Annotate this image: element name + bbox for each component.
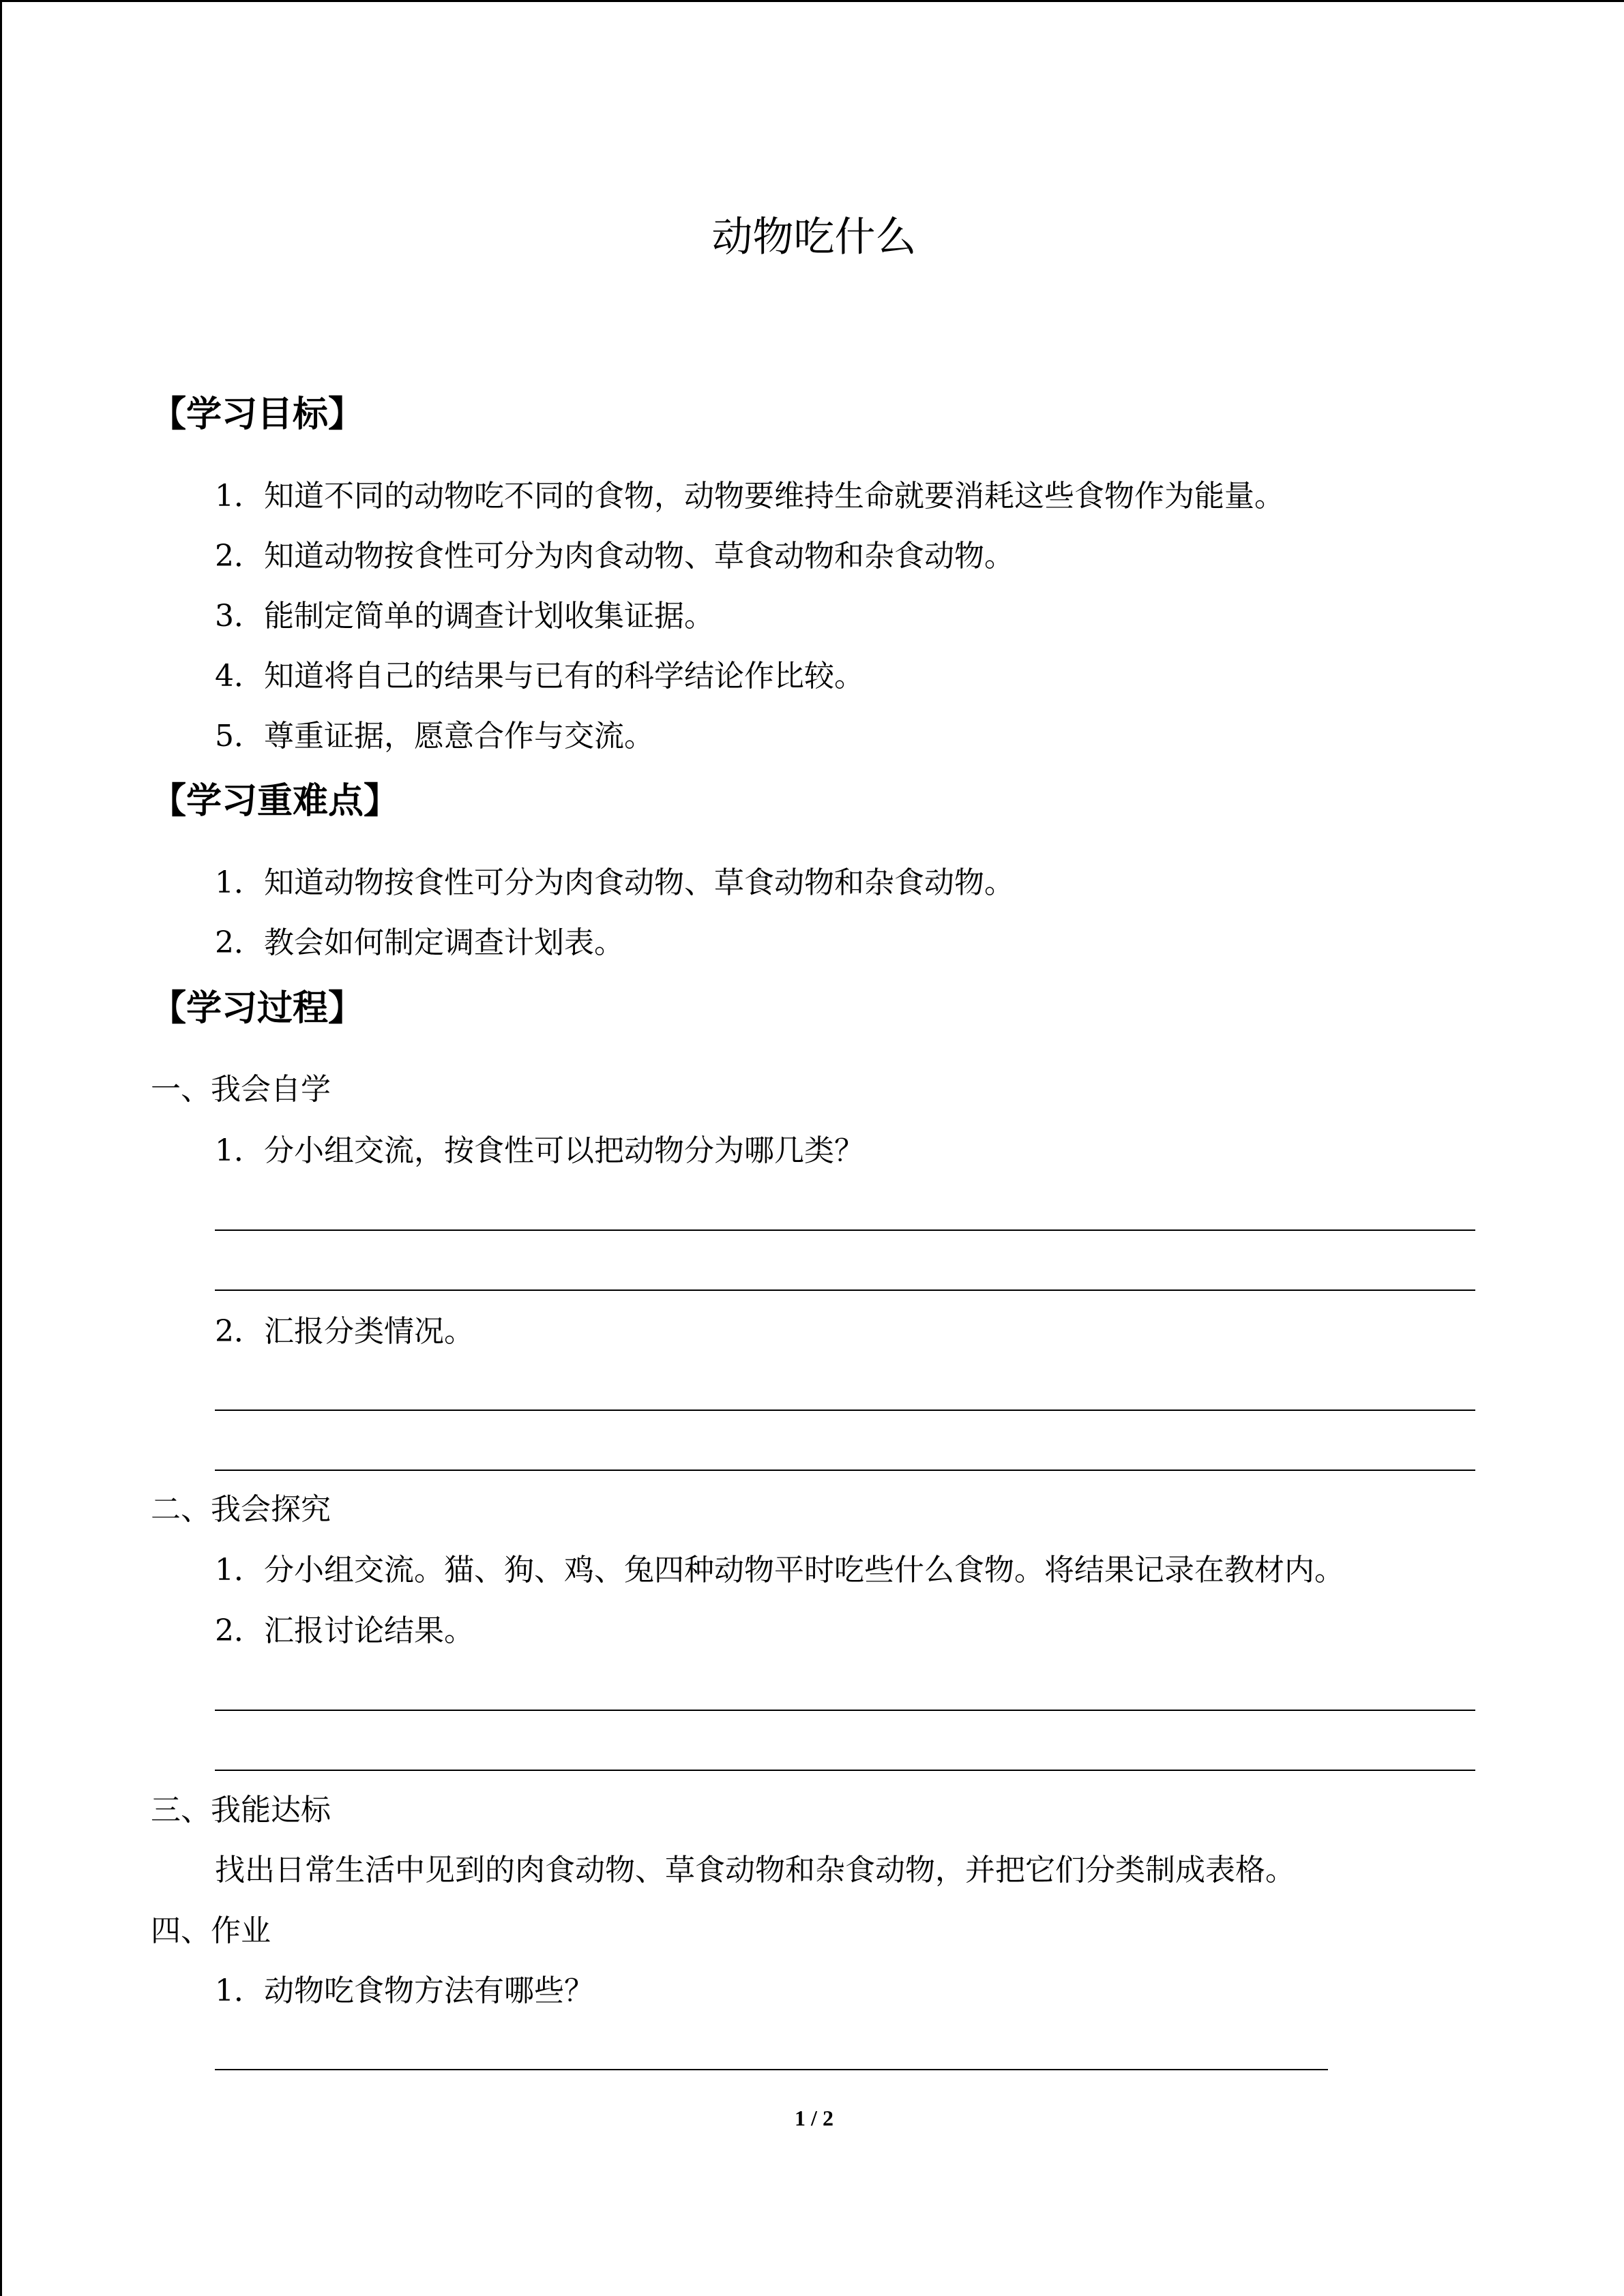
answer-line [215, 1770, 1475, 1771]
standard-title: 三、我能达标 [151, 1793, 331, 1828]
self-study-title: 一、我会自学 [151, 1072, 331, 1107]
objectives-heading: 【学习目标】 [151, 394, 364, 435]
self-study-item-1: 1．分小组交流，按食性可以把动物分为哪几类？ [215, 1133, 864, 1168]
self-study-item-2: 2．汇报分类情况。 [215, 1314, 474, 1349]
homework-title: 四、作业 [151, 1913, 271, 1948]
page-title: 动物吃什么 [711, 213, 917, 261]
standard-text: 找出日常生活中见到的肉食动物、草食动物和杂食动物，并把它们分类制成表格。 [215, 1853, 1295, 1888]
objective-item-4: 4．知道将自己的结果与已有的科学结论作比较。 [215, 659, 864, 694]
explore-item-2: 2．汇报讨论结果。 [215, 1613, 474, 1648]
answer-line [215, 1410, 1475, 1411]
objective-item-3: 3．能制定简单的调查计划收集证据。 [215, 599, 714, 633]
explore-title: 二、我会探究 [151, 1492, 331, 1527]
page-number: 1 / 2 [795, 2106, 833, 2130]
explore-item-1: 1．分小组交流。猫、狗、鸡、兔四种动物平时吃些什么食物。将结果记录在教材内。 [215, 1553, 1344, 1587]
key-points-heading: 【学习重难点】 [151, 781, 400, 822]
answer-line [215, 2069, 1328, 2070]
key-point-item-1: 1．知道动物按食性可分为肉食动物、草食动物和杂食动物。 [215, 865, 1014, 900]
objective-item-5: 5．尊重证据，愿意合作与交流。 [215, 719, 654, 754]
answer-line [215, 1229, 1475, 1231]
process-heading: 【学习过程】 [151, 988, 364, 1029]
key-point-item-2: 2．教会如何制定调查计划表。 [215, 925, 624, 960]
answer-line [215, 1289, 1475, 1291]
homework-item-1: 1．动物吃食物方法有哪些？ [215, 1973, 594, 2008]
objective-item-1: 1．知道不同的动物吃不同的食物，动物要维持生命就要消耗这些食物作为能量。 [215, 479, 1284, 513]
objective-item-2: 2．知道动物按食性可分为肉食动物、草食动物和杂食动物。 [215, 539, 1014, 573]
answer-line [215, 1710, 1475, 1711]
answer-line [215, 1470, 1475, 1471]
